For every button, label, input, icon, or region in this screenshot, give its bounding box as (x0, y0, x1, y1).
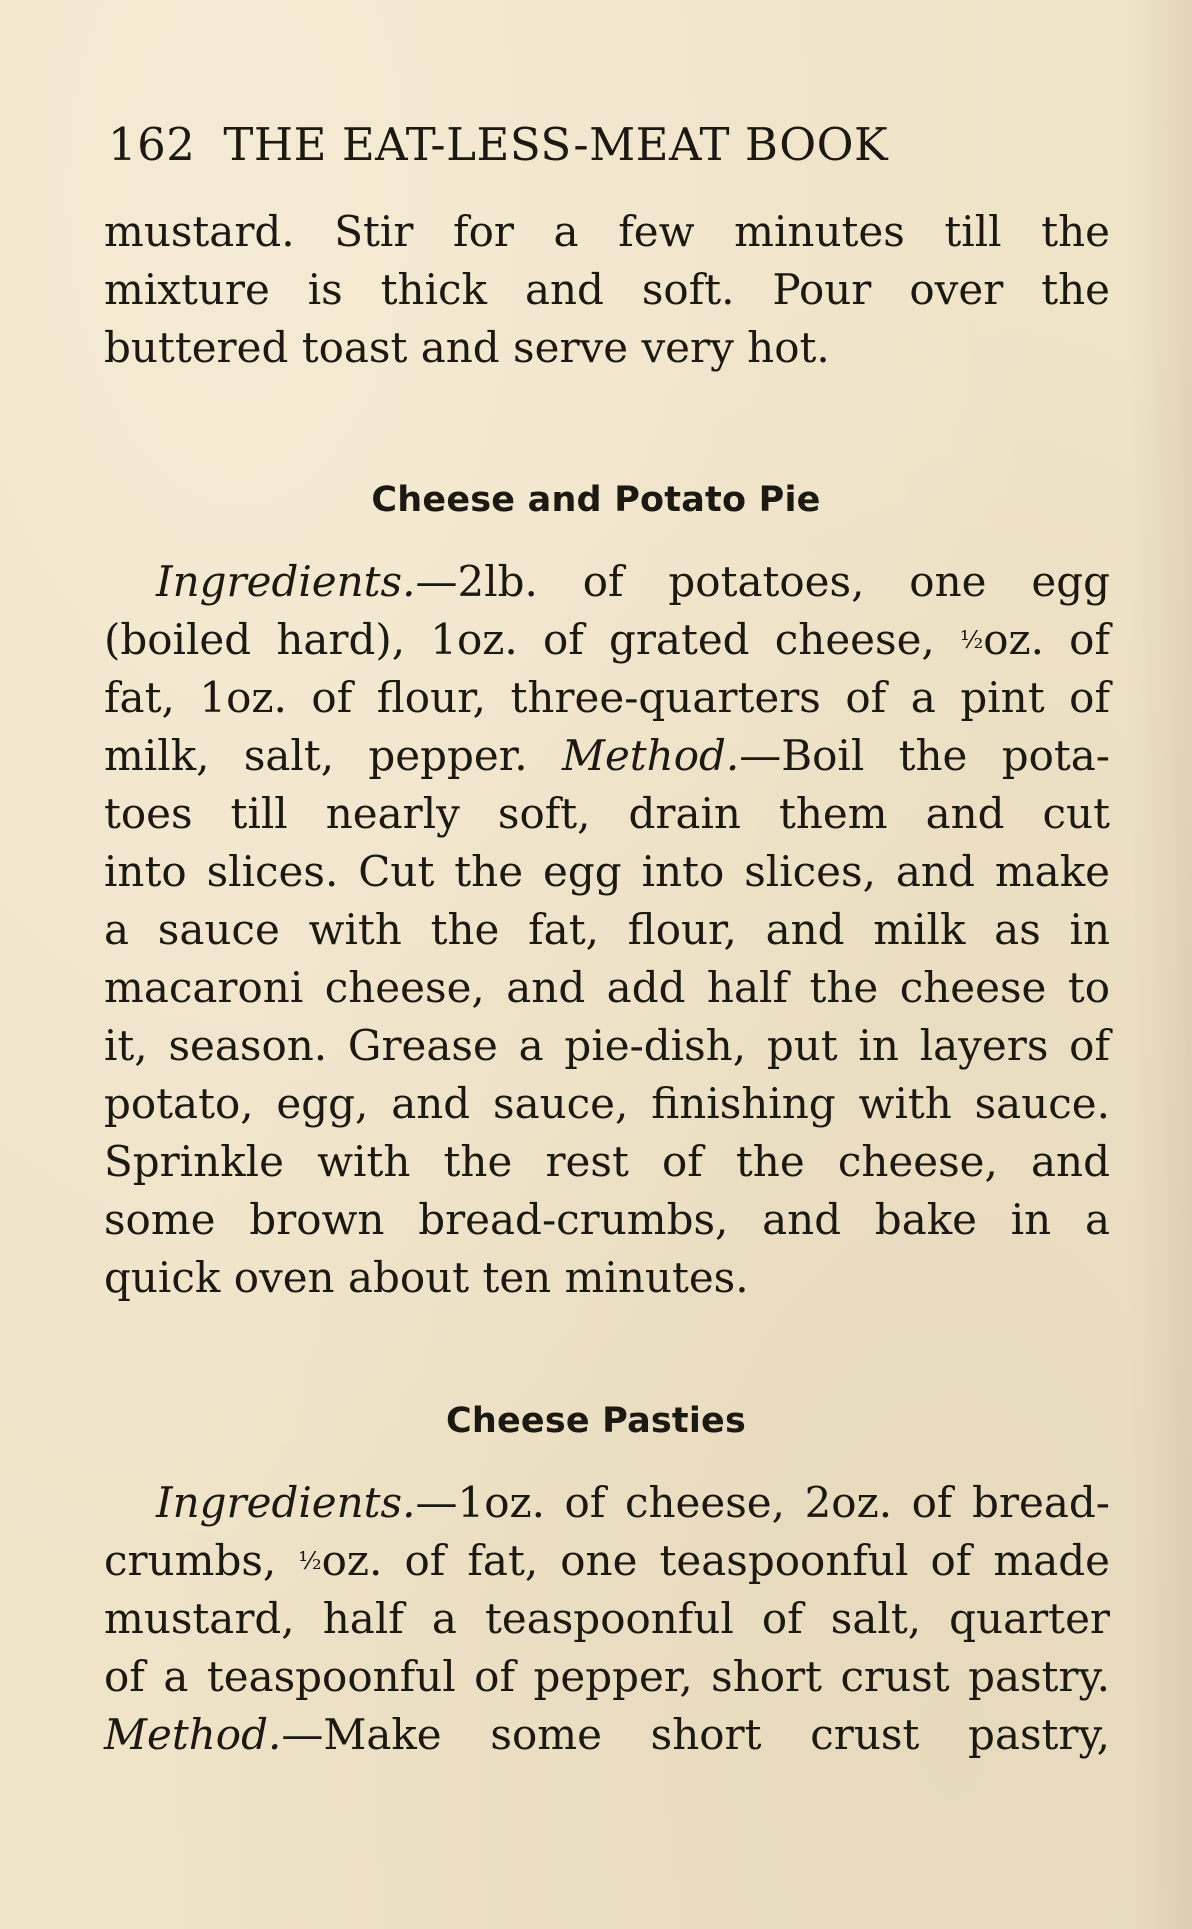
text-span: —Make some short crust pastry, (281, 1710, 1110, 1759)
recipe-heading-cheese-pasties: Cheese Pasties (445, 1401, 747, 1441)
text-line: toes till nearly soft, drain them and cut (104, 789, 1110, 838)
text-line: mixture is thick and soft. Pour over the (104, 265, 1110, 314)
fraction-half: ½ (298, 1547, 322, 1575)
recipe-body-cheese-potato-pie (104, 553, 1110, 1307)
text-span: crumbs, (104, 1536, 299, 1585)
text-line: buttered toast and serve very hot. (104, 323, 830, 372)
continuation-paragraph (104, 203, 1110, 377)
text-span: milk, salt, pepper. (104, 731, 562, 780)
page-number: 162 (108, 118, 196, 171)
text-line (104, 1532, 1110, 1590)
text-line: some brown bread-crumbs, and bake in a (104, 1195, 1110, 1244)
text-line: macaroni cheese, and add half the cheese to (104, 963, 1110, 1012)
text-span: oz. of fat, one teaspoonful of made (321, 1536, 1110, 1585)
text-line: fat, 1oz. of flour, three-quarters of a pint of (104, 673, 1110, 722)
running-head (108, 118, 1108, 171)
text-line: of a teaspoonful of pepper, short crust pastry. (104, 1652, 1110, 1701)
method-label: Method. (104, 1710, 282, 1759)
text-span: —Boil the pota- (739, 731, 1110, 780)
text-line: Sprinkle with the rest of the cheese, and (104, 1137, 1110, 1186)
text-line: it, season. Grease a pie-dish, put in layers of (104, 1021, 1110, 1070)
fraction-half: ½ (959, 626, 984, 654)
text-line (104, 1706, 1110, 1764)
text-line: mustard, half a teaspoonful of salt, quarter (104, 1594, 1110, 1643)
text-line: quick oven about ten minutes. (104, 1253, 749, 1302)
method-label: Method. (561, 731, 740, 780)
text-line (104, 611, 1110, 669)
text-span: —1oz. of cheese, 2oz. of bread- (415, 1478, 1110, 1527)
text-line: a sauce with the fat, flour, and milk as in (104, 905, 1110, 954)
text-line: into slices. Cut the egg into slices, and make (104, 847, 1110, 896)
text-line (104, 1474, 1110, 1532)
page-edge-shadow (1132, 0, 1192, 1929)
ingredients-label: Ingredients. (156, 557, 416, 606)
text-span: —2lb. of potatoes, one egg (415, 557, 1110, 606)
text-span: oz. of (983, 615, 1110, 664)
text-line: potato, egg, and sauce, finishing with sauce. (104, 1079, 1110, 1128)
text-span: (boiled hard), 1oz. of grated cheese, (104, 615, 960, 664)
ingredients-label: Ingredients. (156, 1478, 416, 1527)
text-line: mustard. Stir for a few minutes till the (104, 207, 1110, 256)
text-line (104, 553, 1110, 611)
text-line (104, 727, 1110, 785)
book-title: THE EAT-LESS-MEAT BOOK (223, 118, 889, 171)
recipe-body-cheese-pasties (104, 1474, 1110, 1764)
recipe-heading-cheese-potato-pie: Cheese and Potato Pie (371, 480, 821, 520)
